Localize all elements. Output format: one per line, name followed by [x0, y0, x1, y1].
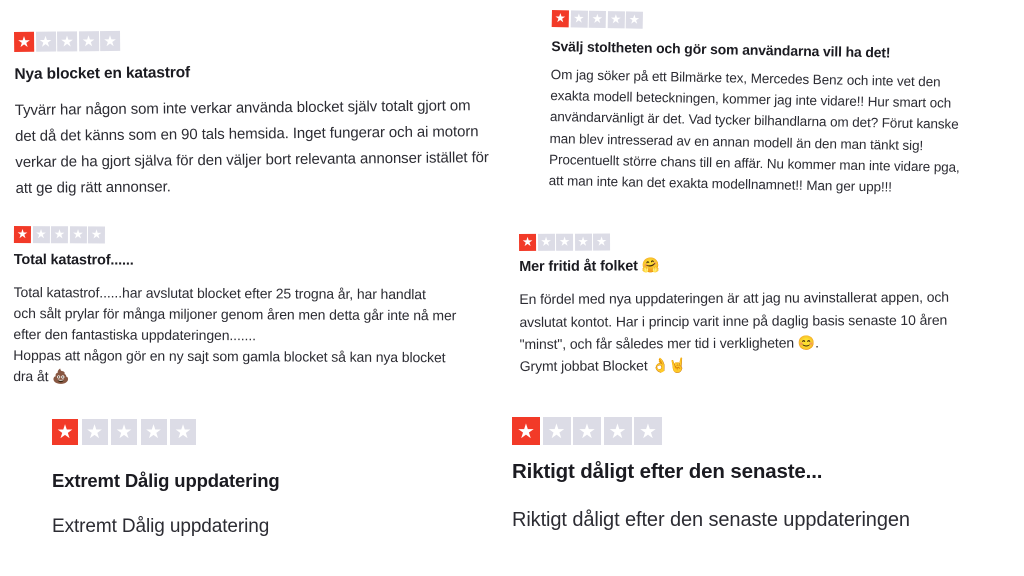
star-empty-icon: ★	[100, 31, 120, 51]
star-empty-icon: ★	[570, 10, 587, 27]
review-card-middle-left	[13, 226, 457, 390]
star-empty-icon: ★	[537, 234, 554, 251]
star-filled-icon: ★	[14, 32, 34, 52]
star-rating	[52, 419, 280, 445]
star-empty-icon: ★	[556, 234, 573, 251]
star-empty-icon: ★	[69, 226, 86, 243]
star-empty-icon: ★	[82, 419, 108, 445]
review-card-top-right	[549, 10, 963, 199]
review-card-bottom-left	[52, 419, 280, 538]
review-body: Total katastrof......har avslutat blocket efter 25 trogna år, har handlat och sålt prylar för många miljoner genom åren men detta går inte nå mer efter den fantastiska uppdateringen....... Hoppas att någon gör en ny sajt som gamla blocket så kan nya blocket dra åt 💩	[13, 284, 457, 385]
star-rating	[512, 417, 910, 445]
star-rating	[519, 232, 949, 251]
star-empty-icon: ★	[607, 11, 624, 28]
review-title: Mer fritid åt folket 🤗	[519, 258, 660, 275]
review-body: Om jag söker på ett Bilmärke tex, Mercedes Benz och inte vet den exakta modell beteckningen, kommer jag inte vidare!! Hur smart och användarvänligt är det. Vad tycker bilhandlarna om det? Förut kanske man blev intresserad av en annan modell än den man tänkt sig! Procentuellt större chans till en affär. Nu kommer man inte vidare pga, att man inte kan det exakta modellnamnet!! Man ger upp!!!	[548, 66, 960, 195]
review-body: Extremt Dålig uppdatering	[52, 516, 270, 538]
review-body: En fördel med nya uppdateringen är att jag nu avinstallerat appen, och avslutat kontot. Har i princip varit inne på daglig basis senaste 10 åren "minst", och får således mer tid i verkligheten 😊. Grymt jobbat Blocket 👌🤘	[519, 289, 950, 375]
star-empty-icon: ★	[574, 234, 591, 251]
star-empty-icon: ★	[634, 417, 662, 445]
star-empty-icon: ★	[51, 226, 68, 243]
review-title: Riktigt dåligt efter den senaste...	[512, 460, 823, 483]
star-empty-icon: ★	[32, 226, 49, 243]
star-empty-icon: ★	[589, 11, 606, 28]
review-card-middle-right	[519, 232, 949, 378]
star-empty-icon: ★	[88, 226, 105, 243]
review-card-bottom-right	[512, 417, 910, 532]
star-empty-icon: ★	[604, 417, 632, 445]
star-filled-icon: ★	[14, 226, 31, 243]
star-filled-icon: ★	[552, 10, 569, 27]
star-empty-icon: ★	[57, 31, 77, 51]
star-rating	[14, 27, 488, 52]
review-title: Total katastrof......	[13, 251, 134, 269]
star-empty-icon: ★	[78, 31, 98, 51]
review-title: Extremt Dålig uppdatering	[52, 470, 280, 491]
review-body: Tyvärr har någon som inte verkar använda blocket själv totalt gjort om det då det känns som en 90 tals hemsida. Inget fungerar och ai motorn verkar de ha gjort själva för den väljer bort relevanta annonser istället för att ge dig rätt annonser.	[14, 96, 489, 197]
star-filled-icon: ★	[512, 417, 540, 445]
star-empty-icon: ★	[573, 417, 601, 445]
star-rating	[552, 10, 963, 35]
star-rating	[14, 226, 457, 245]
review-title: Svälj stoltheten och gör som användarna vill ha det!	[551, 37, 891, 61]
star-empty-icon: ★	[170, 419, 196, 445]
star-filled-icon: ★	[519, 234, 536, 251]
star-empty-icon: ★	[593, 234, 610, 251]
review-card-top-left	[14, 27, 489, 202]
star-empty-icon: ★	[35, 32, 55, 52]
star-empty-icon: ★	[543, 417, 571, 445]
star-empty-icon: ★	[111, 419, 137, 445]
review-title: Nya blocket en katastrof	[14, 64, 191, 83]
review-body: Riktigt dåligt efter den senaste uppdateringen	[512, 508, 910, 531]
star-filled-icon: ★	[52, 419, 78, 445]
star-empty-icon: ★	[626, 11, 643, 28]
star-empty-icon: ★	[141, 419, 167, 445]
